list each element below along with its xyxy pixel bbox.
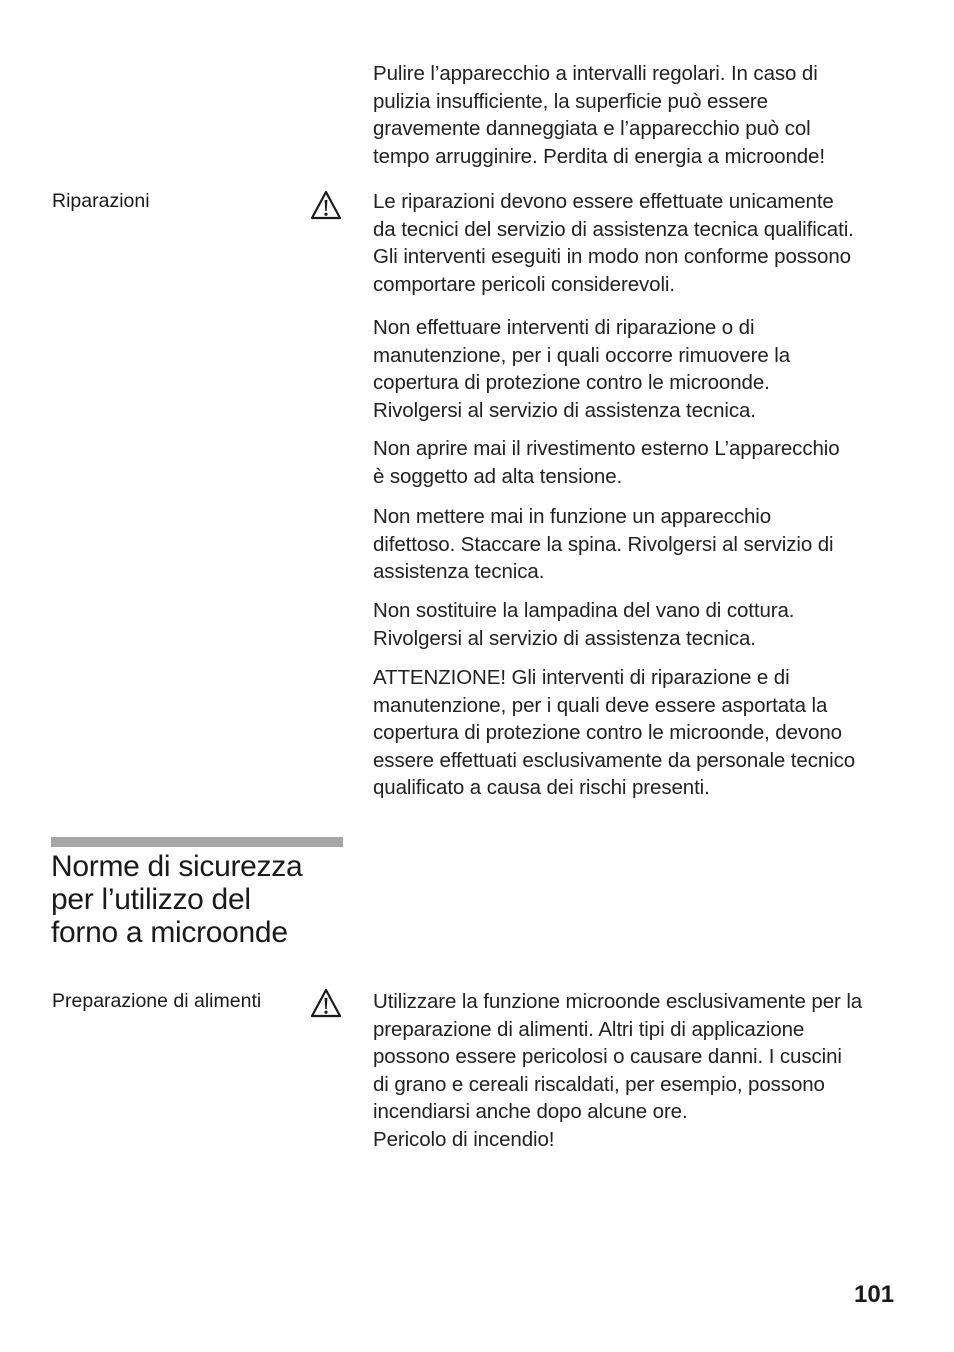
text-line: preparazione di alimenti. Altri tipi di applicazione <box>373 1017 805 1041</box>
text-line: Pericolo di incendio! <box>373 1127 555 1151</box>
text-line: possono essere pericolosi o causare danni. I cuscini <box>373 1045 842 1068</box>
text-line: Utilizzare la funzione microonde esclusivamente per la <box>373 990 863 1013</box>
text-line: gravemente danneggiata e l’apparecchio può col <box>373 117 811 140</box>
section-divider-bar <box>51 837 343 847</box>
text-line: Rivolgersi al servizio di assistenza tecnica. <box>373 398 756 422</box>
riparazioni-paragraph-3 <box>373 435 903 490</box>
warning-triangle-icon <box>310 190 342 220</box>
riparazioni-paragraph-6 <box>373 664 903 802</box>
preparazione-paragraph <box>373 988 903 1153</box>
text-line: Non aprire mai il rivestimento esterno L’apparecchio <box>373 437 840 460</box>
text-line: comportare pericoli considerevoli. <box>373 272 675 296</box>
text-line: ATTENZIONE! Gli interventi di riparazione e di <box>373 666 790 689</box>
riparazioni-label: Riparazioni <box>52 190 150 212</box>
text-line: Non effettuare interventi di riparazione o di <box>373 316 755 339</box>
riparazioni-paragraph-2 <box>373 314 903 424</box>
text-line: di grano e cereali riscaldati, per esempio, possono <box>373 1072 825 1096</box>
text-line: incendiarsi anche dopo alcune ore. <box>373 1100 688 1123</box>
text-line: Non mettere mai in funzione un apparecchio <box>373 505 772 528</box>
text-line: tempo arrugginire. Perdita di energia a microonde! <box>373 144 825 168</box>
text-line: manutenzione, per i quali occorre rimuovere la <box>373 343 791 367</box>
text-line: assistenza tecnica. <box>373 560 545 583</box>
riparazioni-paragraph-5 <box>373 597 903 652</box>
section-title <box>51 850 371 949</box>
section-title-line: Norme di sicurezza <box>51 850 303 883</box>
text-line: essere effettuati esclusivamente da personale tecnico <box>373 748 856 772</box>
text-line: Non sostituire la lampadina del vano di cottura. <box>373 599 795 622</box>
text-line: difettoso. Staccare la spina. Rivolgersi al servizio di <box>373 532 834 556</box>
riparazioni-paragraph-1 <box>373 188 903 298</box>
intro-paragraph <box>373 60 903 170</box>
text-line: pulizia insufficiente, la superficie può essere <box>373 89 768 113</box>
text-line: Gli interventi eseguiti in modo non conforme possono <box>373 245 851 268</box>
text-line: è soggetto ad alta tensione. <box>373 464 623 488</box>
warning-triangle-icon <box>310 988 342 1018</box>
text-line: Rivolgersi al servizio di assistenza tecnica. <box>373 626 756 650</box>
text-line: Le riparazioni devono essere effettuate unicamente <box>373 190 834 213</box>
section-title-line: per l’utilizzo del <box>51 883 251 916</box>
text-line: Pulire l’apparecchio a intervalli regolari. In caso di <box>373 62 818 85</box>
page-number: 101 <box>854 1281 895 1308</box>
text-line: qualificato a causa dei rischi presenti. <box>373 776 710 799</box>
preparazione-label: Preparazione di alimenti <box>52 990 262 1012</box>
riparazioni-paragraph-4 <box>373 503 903 586</box>
text-line: manutenzione, per i quali deve essere asportata la <box>373 693 828 717</box>
text-line: copertura di protezione contro le microonde. <box>373 371 770 394</box>
text-line: da tecnici del servizio di assistenza tecnica qualificati. <box>373 217 854 241</box>
section-title-line: forno a microonde <box>51 916 288 949</box>
text-line: copertura di protezione contro le microonde, devono <box>373 721 842 744</box>
